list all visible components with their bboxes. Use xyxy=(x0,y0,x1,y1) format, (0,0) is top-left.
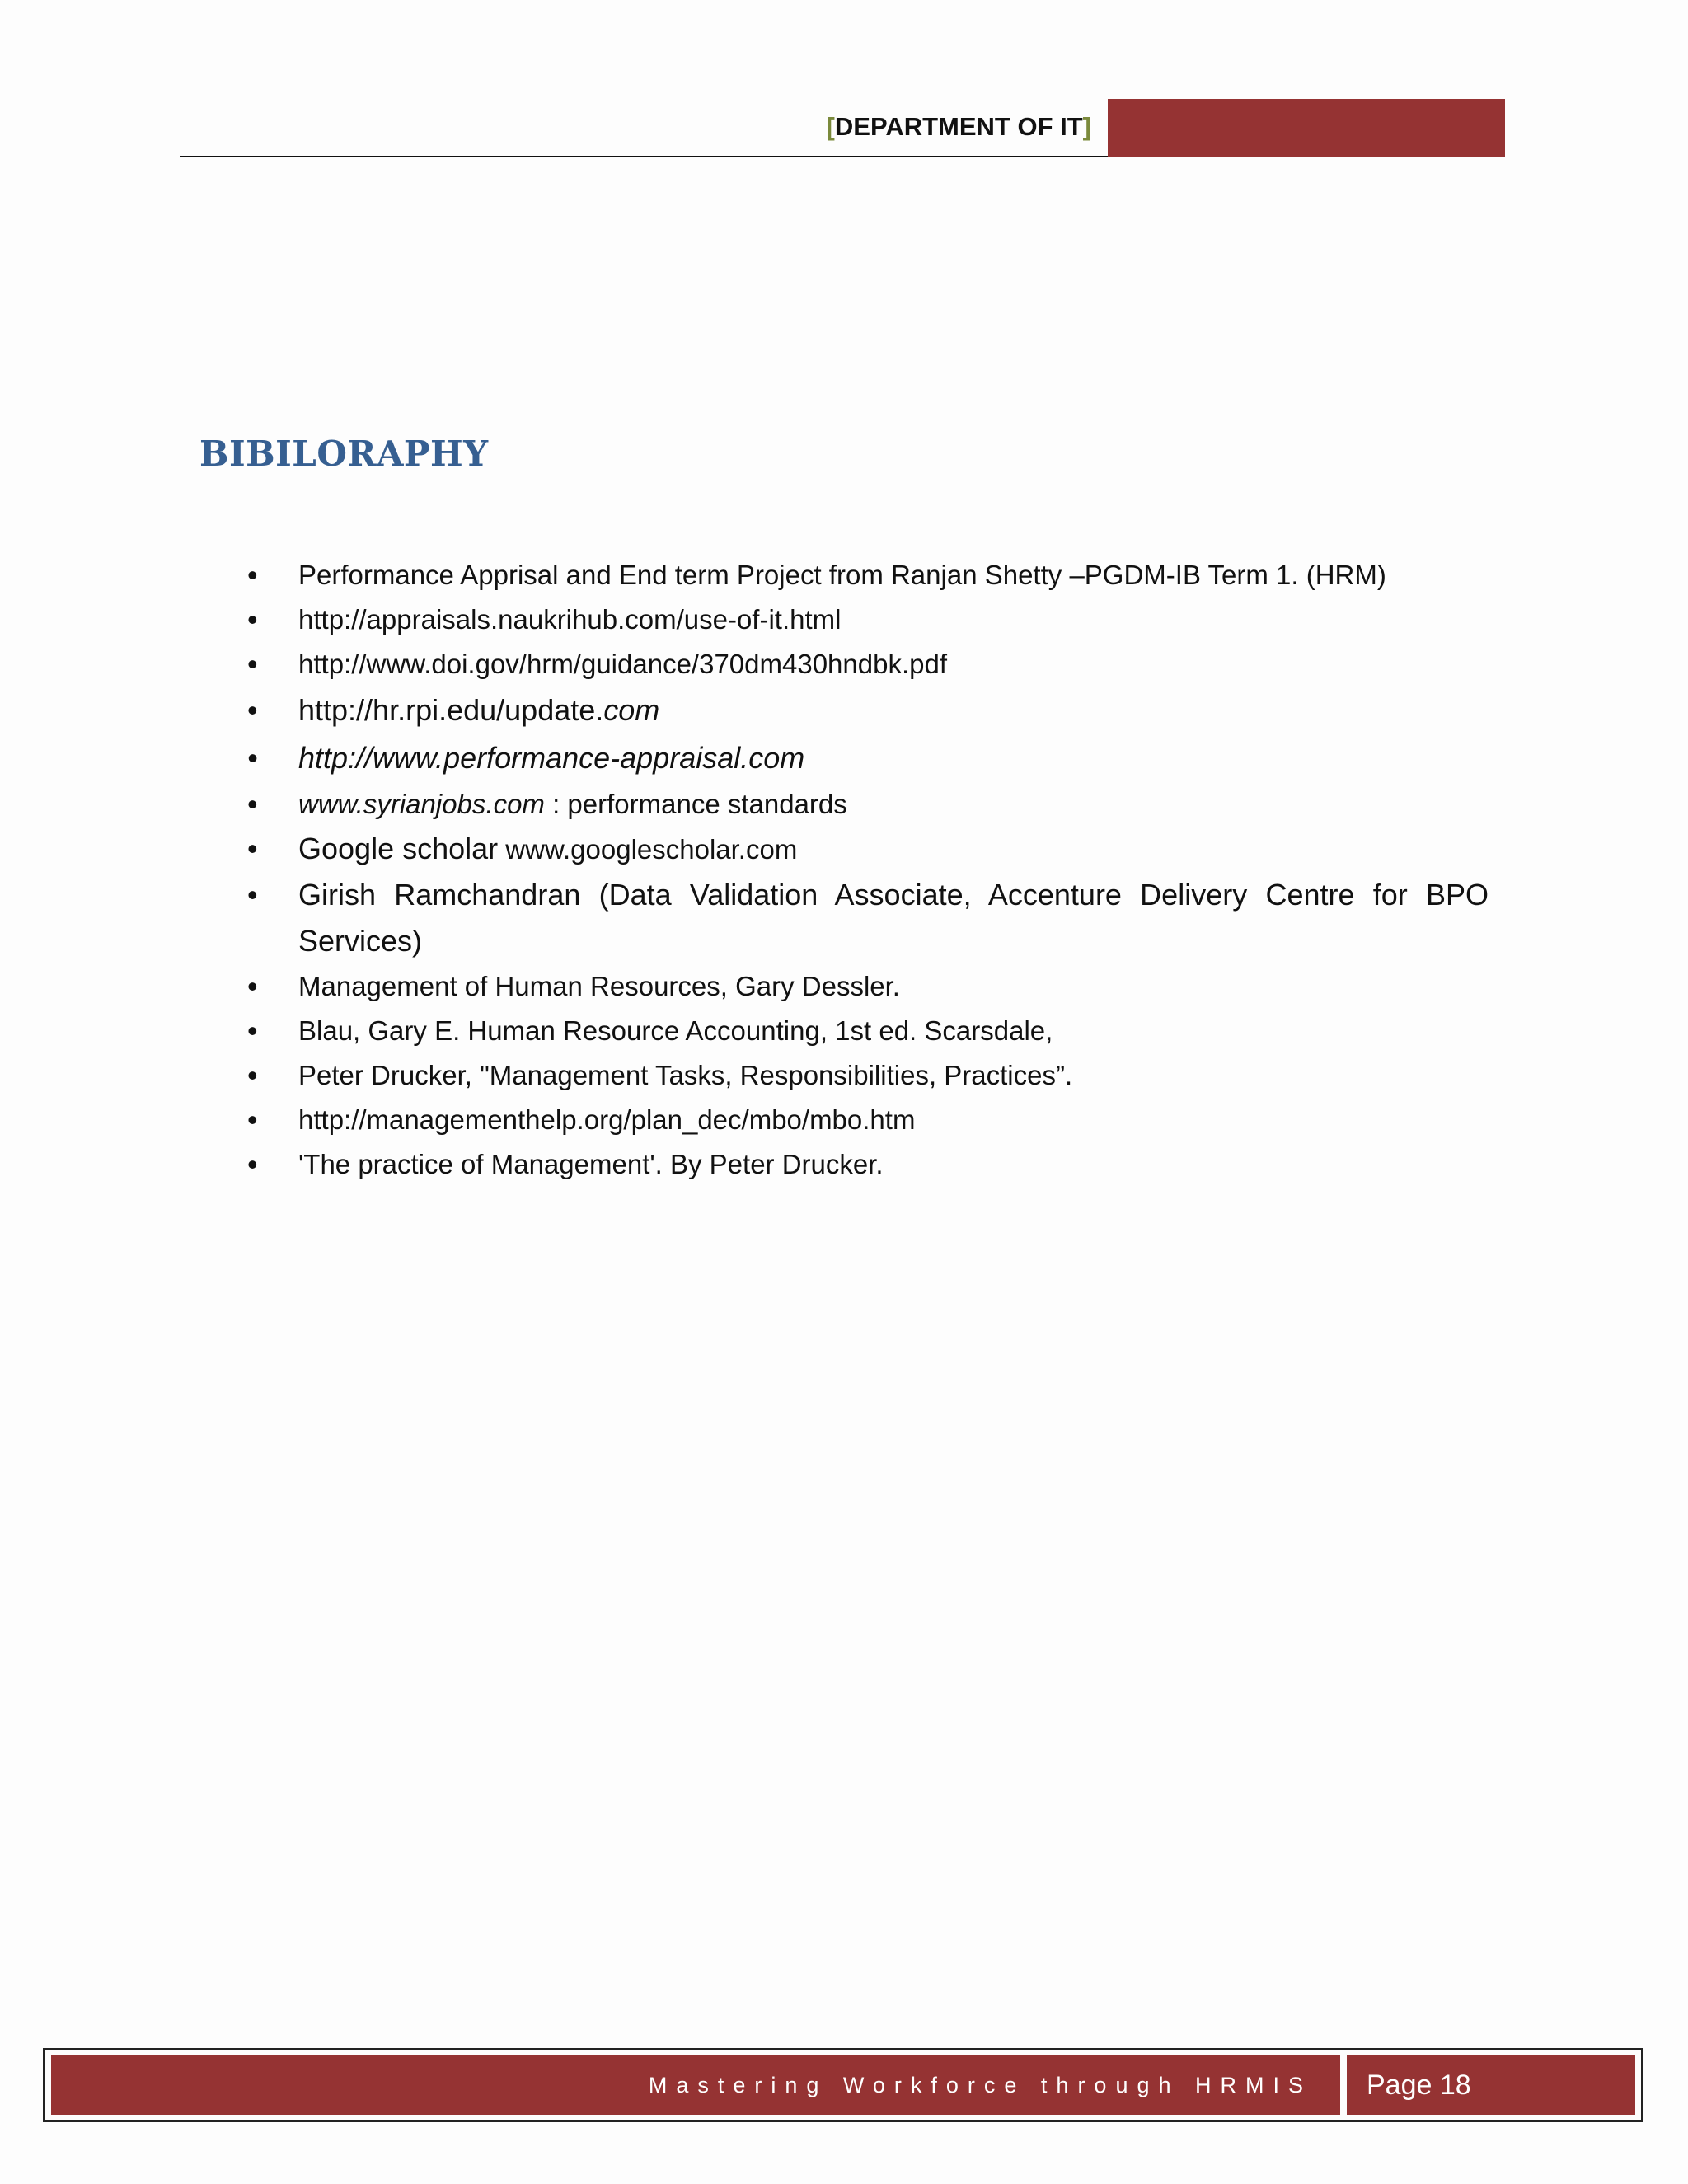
reference-item: • http://www.performance-appraisal.com xyxy=(247,734,1489,782)
reference-text-large: Google scholar xyxy=(298,832,499,865)
footer-subtitle: Mastering Workforce through HRMIS xyxy=(51,2055,1340,2115)
header-rule xyxy=(180,156,1108,157)
header-department: DEPARTMENT OF IT xyxy=(834,112,1083,141)
bibliography-list xyxy=(247,553,1489,1187)
reference-item: • http://www.doi.gov/hrm/guidance/370dm430hndbk.pdf xyxy=(247,642,1489,687)
reference-text: www.googlescholar.com xyxy=(498,834,798,865)
reference-text: : performance standards xyxy=(544,789,847,819)
reference-item xyxy=(247,687,1489,734)
reference-item xyxy=(247,827,1489,872)
header-bracket-close: ] xyxy=(1082,112,1091,141)
reference-item: • Girish Ramchandran (Data Validation Associate, Accenture Delivery Centre for BPO Services) xyxy=(247,872,1489,964)
reference-item: • Peter Drucker, "Management Tasks, Responsibilities, Practices”. xyxy=(247,1053,1489,1098)
reference-item: • Blau, Gary E. Human Resource Accounting, 1st ed. Scarsdale, xyxy=(247,1009,1489,1053)
reference-item: • Performance Apprisal and End term Project from Ranjan Shetty –PGDM-IB Term 1. (HRM) xyxy=(247,553,1489,598)
page-number: Page 18 xyxy=(1347,2055,1635,2115)
header-bracket-open: [ xyxy=(826,112,835,141)
reference-text-italic: www.syrianjobs.com xyxy=(298,789,545,819)
reference-item: • Management of Human Resources, Gary Dessler. xyxy=(247,964,1489,1009)
running-header xyxy=(827,112,1091,142)
reference-item: • http://appraisals.naukrihub.com/use-of-it.html xyxy=(247,598,1489,642)
reference-text: http://hr.rpi.edu/update. xyxy=(298,693,604,727)
reference-item: • 'The practice of Management'. By Peter Drucker. xyxy=(247,1142,1489,1187)
reference-item xyxy=(247,782,1489,827)
reference-item: • http://managementhelp.org/plan_dec/mbo/mbo.htm xyxy=(247,1098,1489,1142)
page-title: BIBILORAPHY xyxy=(199,434,489,474)
header-accent-block xyxy=(1108,99,1505,157)
reference-text-italic: com xyxy=(603,693,660,727)
